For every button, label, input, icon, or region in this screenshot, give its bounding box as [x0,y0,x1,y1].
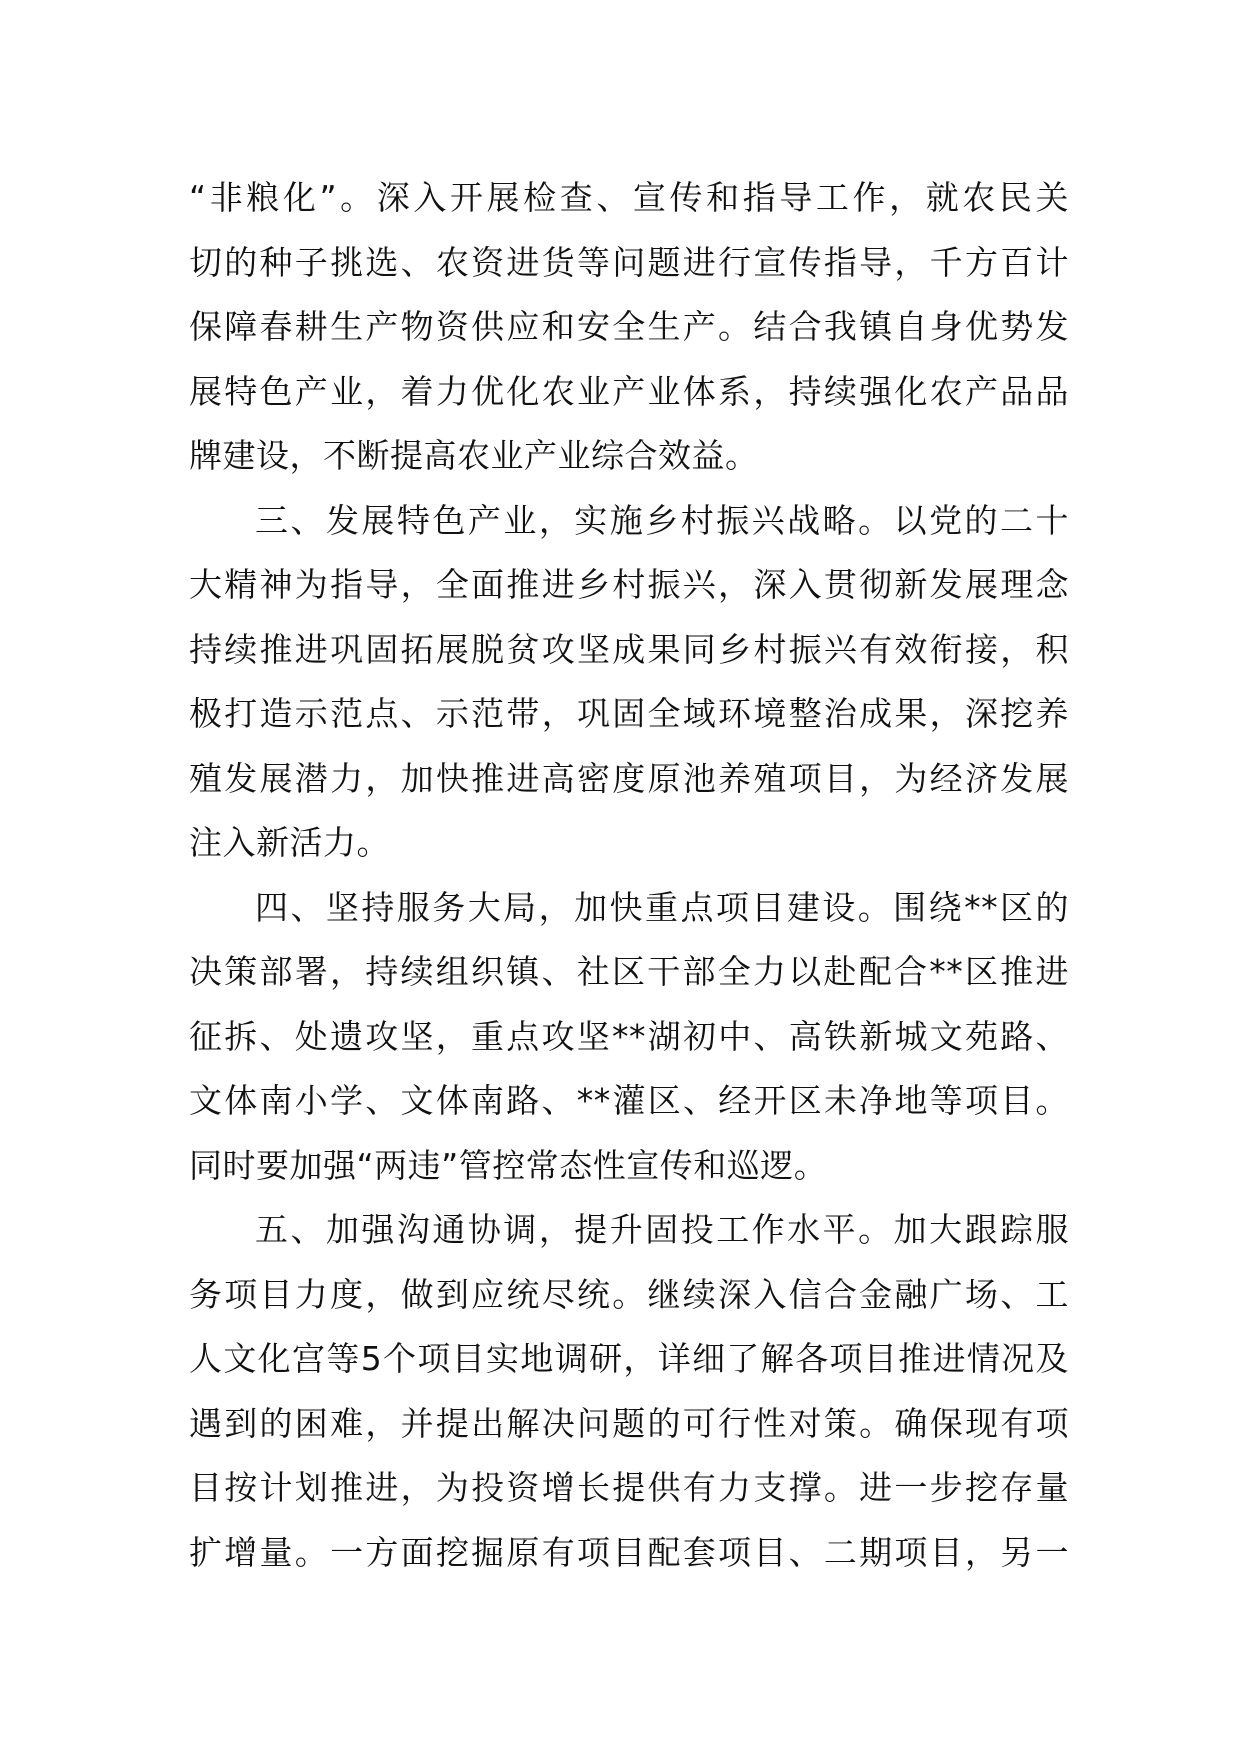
text-line: 四、坚持服务大局，加快重点项目建设。围绕**区的 [255,887,1069,927]
text-line: 文体南小学、文体南路、**灌区、经开区未净地等项目。 [189,1081,1069,1120]
text-line: 切的种子挑选、农资进货等问题进行宣传指导，千方百计 [189,242,1069,282]
text-line: 征拆、处遗攻坚，重点攻坚**湖初中、高铁新城文苑路、 [189,1016,1069,1056]
text-line: 展特色产业，着力优化农业产业体系，持续强化农产品品 [189,371,1069,411]
text-line: 遇到的困难，并提出解决问题的可行性对策。确保现有项 [189,1403,1069,1443]
text-line: 决策部署，持续组织镇、社区干部全力以赴配合**区推进 [189,952,1069,991]
text-line: 务项目力度，做到应统尽统。继续深入信合金融广场、工 [189,1274,1069,1314]
text-line: 三、发展特色产业，实施乡村振兴战略。以党的二十 [255,500,1069,540]
text-line: 同时要加强“两违”管控常态性宣传和巡逻。 [189,1145,828,1185]
text-line: 扩增量。一方面挖掘原有项目配套项目、二期项目，另一 [189,1532,1069,1572]
paragraph-section-four [189,876,1069,1199]
text-line: “非粮化”。深入开展检查、宣传和指导工作，就农民关 [189,178,1069,217]
paragraph-section-three [189,489,1069,876]
paragraph-agriculture-continued [189,166,1069,489]
paragraph-section-five [189,1198,1069,1585]
text-line: 注入新活力。 [189,823,390,862]
document-body [189,166,1069,1585]
text-line: 殖发展潜力，加快推进高密度原池养殖项目，为经济发展 [189,758,1069,798]
text-line: 极打造示范点、示范带，巩固全域环境整治成果，深挖养 [189,694,1069,733]
text-line: 人文化宫等5个项目实地调研，详细了解各项目推进情况及 [189,1339,1069,1378]
text-line: 牌建设，不断提高农业产业综合效益。 [189,436,759,475]
text-line: 五、加强沟通协调，提升固投工作水平。加大跟踪服 [255,1210,1069,1249]
text-line: 持续推进巩固拓展脱贫攻坚成果同乡村振兴有效衔接，积 [189,629,1069,669]
text-line: 保障春耕生产物资供应和安全生产。结合我镇自身优势发 [189,307,1069,346]
text-line: 大精神为指导，全面推进乡村振兴，深入贯彻新发展理念 [189,565,1069,604]
text-line: 目按计划推进，为投资增长提供有力支撑。进一步挖存量 [189,1468,1069,1507]
